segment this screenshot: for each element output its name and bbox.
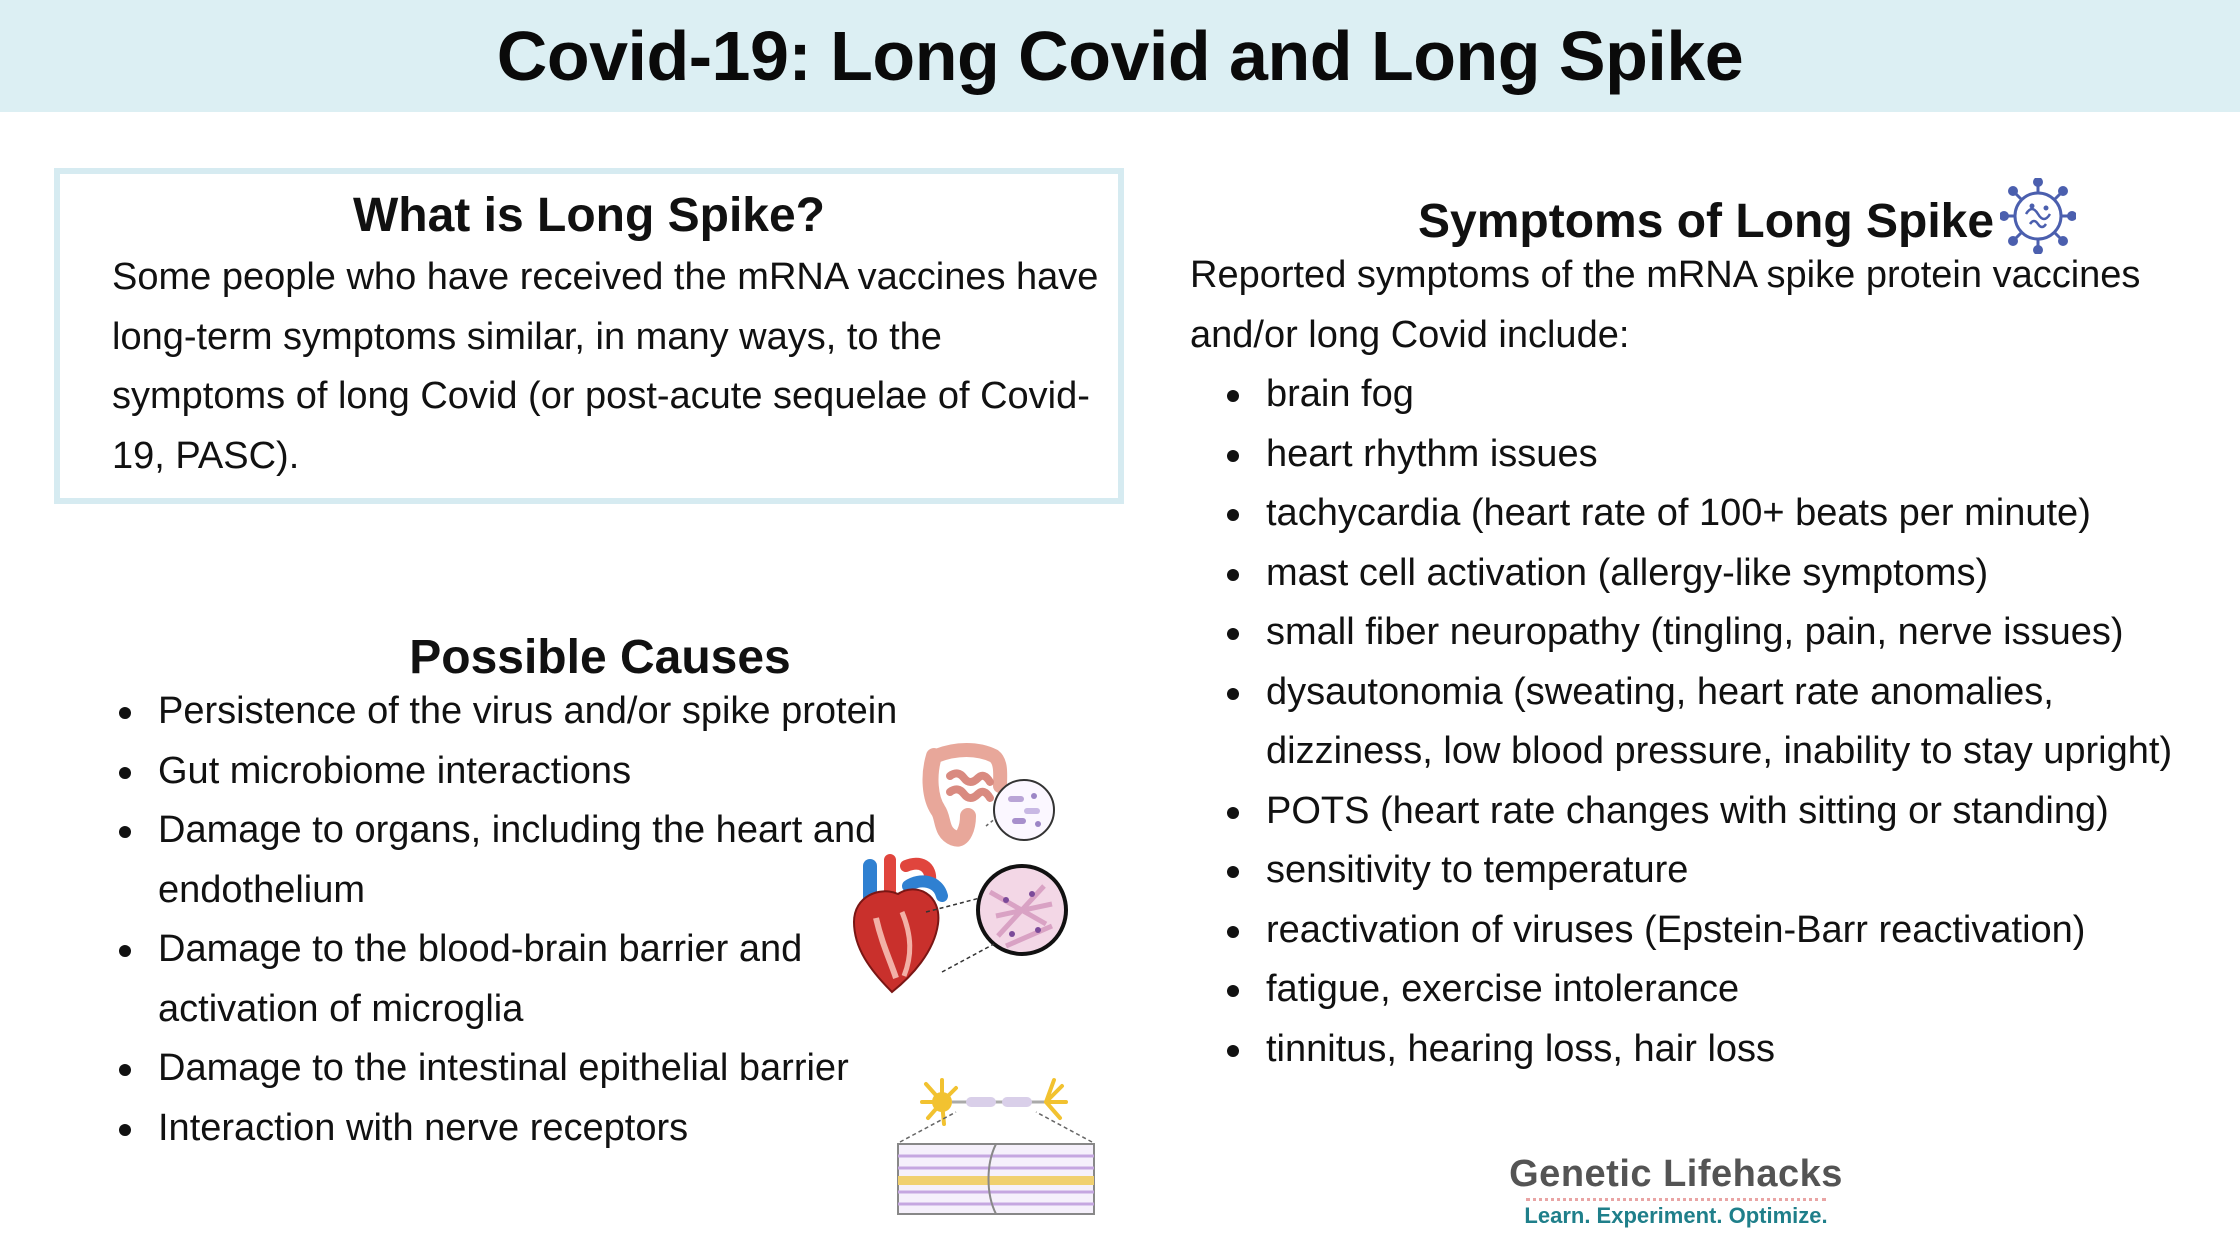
what-is-heading: What is Long Spike? xyxy=(352,189,825,242)
cause-item: Damage to the blood-brain barrier and activation of microglia xyxy=(114,920,928,1039)
heart-illustration xyxy=(846,852,1076,1000)
cause-item: Damage to organs, including the heart and endothelium xyxy=(114,801,948,920)
genetic-lifehacks-logo xyxy=(1496,1152,1856,1229)
causes-list xyxy=(114,682,934,1158)
cause-item: Interaction with nerve receptors xyxy=(114,1099,934,1159)
symptom-item: reactivation of viruses (Epstein-Barr reactivation) xyxy=(1222,901,2222,961)
logo-divider xyxy=(1526,1198,1826,1201)
symptom-item: small fiber neuropathy (tingling, pain, nerve issues) xyxy=(1222,603,2222,663)
symptom-item: sensitivity to temperature xyxy=(1222,841,2222,901)
possible-causes-heading: Possible Causes xyxy=(409,631,791,684)
what-is-long-spike-box xyxy=(54,168,1124,504)
symptom-item: brain fog xyxy=(1222,365,2222,425)
cause-item: Gut microbiome interactions xyxy=(114,742,934,802)
symptoms-heading: Symptoms of Long Spike xyxy=(1418,195,1995,248)
neuron-illustration xyxy=(896,1072,1100,1216)
symptom-item: fatigue, exercise intolerance xyxy=(1222,960,2222,1020)
cause-item: Persistence of the virus and/or spike protein xyxy=(114,682,934,742)
symptom-item: tinnitus, hearing loss, hair loss xyxy=(1222,1020,2222,1080)
symptoms-intro: Reported symptoms of the mRNA spike protein vaccines and/or long Covid include: xyxy=(1190,254,2141,356)
intestine-illustration xyxy=(920,742,1060,852)
symptom-item: dysautonomia (sweating, heart rate anomalies, dizziness, low blood pressure, inability to stay upright) xyxy=(1222,663,2226,782)
logo-name: Genetic Lifehacks xyxy=(1509,1153,1843,1195)
symptom-item: mast cell activation (allergy-like symptoms) xyxy=(1222,544,2222,604)
cause-item: Damage to the intestinal epithelial barrier xyxy=(114,1039,934,1099)
page-title: Covid-19: Long Covid and Long Spike xyxy=(496,17,1744,95)
title-bar xyxy=(0,0,2240,112)
virus-icon xyxy=(2000,178,2076,254)
symptom-item: tachycardia (heart rate of 100+ beats per minute) xyxy=(1222,484,2222,544)
symptoms-list xyxy=(1222,365,2222,1079)
symptom-item: heart rhythm issues xyxy=(1222,425,2222,485)
what-is-body: Some people who have received the mRNA vaccines have long-term symptoms similar, in many ways, to the symptoms of long Covid (or post-acute sequelae of Covid-19, PASC). xyxy=(112,256,1099,477)
symptom-item: POTS (heart rate changes with sitting or standing) xyxy=(1222,782,2222,842)
logo-tagline: Learn. Experiment. Optimize. xyxy=(1524,1203,1828,1228)
